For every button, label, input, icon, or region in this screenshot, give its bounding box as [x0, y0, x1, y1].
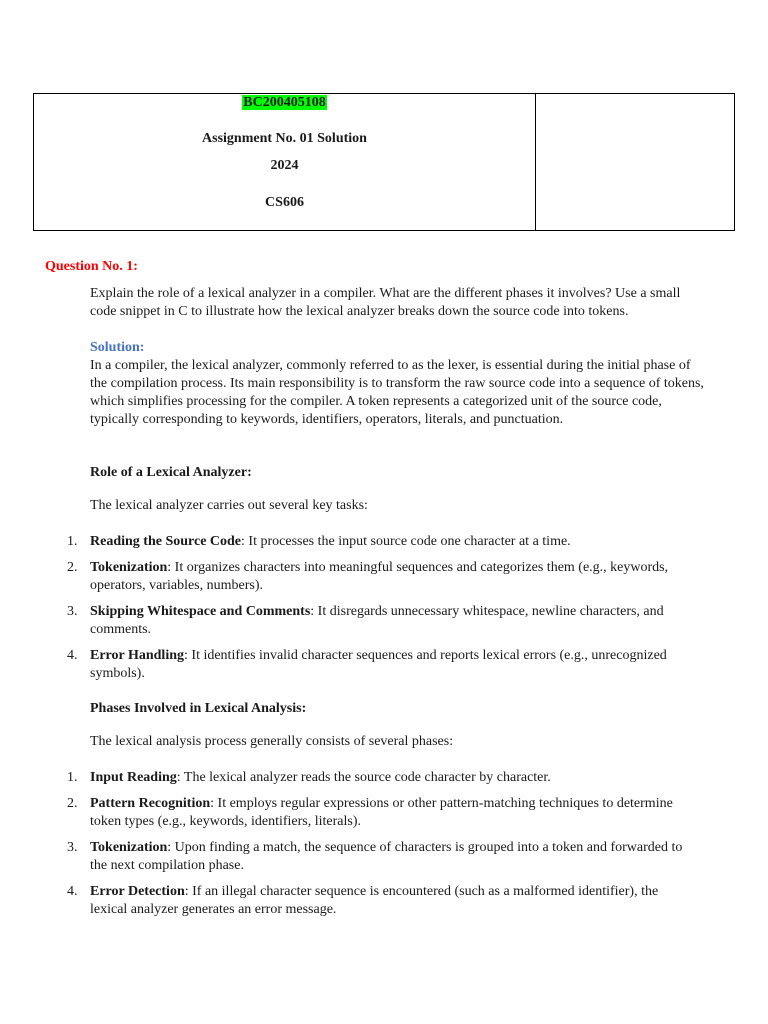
header-empty-cell: [536, 94, 734, 230]
phases-intro: The lexical analysis process generally consists of several phases:: [90, 734, 454, 749]
list-item: 4. Error Detection: If an illegal character sequence is encountered (such as a malformed identifier), the lexical analyzer generates an error message.: [67, 884, 659, 917]
header-table: [33, 93, 735, 231]
list-item: 1. Input Reading: The lexical analyzer reads the source code character by character.: [67, 770, 551, 785]
question-text: Explain the role of a lexical analyzer in a compiler. What are the different phases it involves? Use a small code snippet in C to illustrate how the lexical analyzer breaks down the source code into tokens.: [90, 286, 681, 319]
list-item: 2. Pattern Recognition: It employs regular expressions or other pattern-matching techniques to determine token types (e.g., keywords, identifiers, literals).: [67, 796, 673, 829]
solution-label: Solution:: [90, 340, 145, 355]
phases-list: [67, 769, 690, 927]
list-item: 3. Skipping Whitespace and Comments: It disregards unnecessary whitespace, newline characters, and comments.: [67, 604, 664, 637]
course-code: CS606: [265, 195, 304, 210]
solution-block: [90, 339, 710, 429]
header-info-cell: [34, 94, 536, 230]
roll-number: BC200405108: [243, 95, 326, 110]
assignment-year: 2024: [270, 158, 299, 173]
list-item: 4. Error Handling: It identifies invalid character sequences and reports lexical errors (e.g., unrecognized symbols).: [67, 648, 667, 681]
phases-heading: Phases Involved in Lexical Analysis:: [90, 701, 307, 716]
solution-intro: In a compiler, the lexical analyzer, commonly referred to as the lexer, is essential during the initial phase of the compilation process. Its main responsibility is to transform the raw source code into a sequence of tokens, which simplifies processing for the compiler. A token represents a categorized unit of the source code, typically corresponding to keywords, identifiers, operators, literals, and punctuation.: [90, 358, 704, 427]
list-item: 1. Reading the Source Code: It processes the input source code one character at a time.: [67, 534, 571, 549]
list-item: 2. Tokenization: It organizes characters into meaningful sequences and categorizes them (e.g., keywords, operators, variables, numbers).: [67, 560, 669, 593]
assignment-title: Assignment No. 01 Solution: [202, 131, 367, 146]
list-item: 3. Tokenization: Upon finding a match, the sequence of characters is grouped into a token and forwarded to the next compilation phase.: [67, 840, 683, 873]
role-list: [67, 533, 690, 691]
role-intro: The lexical analyzer carries out several key tasks:: [90, 498, 368, 513]
role-heading: Role of a Lexical Analyzer:: [90, 465, 252, 480]
question-title: Question No. 1:: [45, 259, 138, 274]
